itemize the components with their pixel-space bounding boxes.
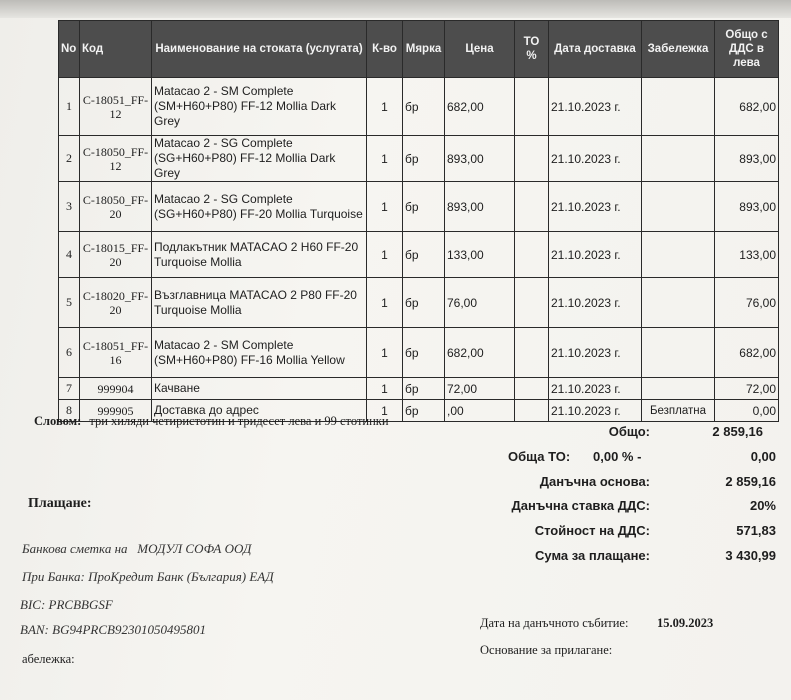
to-value: 0,00	[750, 449, 776, 464]
row-quantity: 1	[367, 400, 403, 422]
iban-label: BAN:	[20, 622, 49, 637]
bank-account-owner: МОДУЛ СОФА ООД	[137, 541, 252, 556]
header-date: Дата доставка	[549, 21, 642, 78]
row-item-name: Доставка до адрес	[152, 400, 367, 422]
table-header-row	[59, 21, 779, 78]
basis-label: Основание за прилагане:	[480, 643, 613, 657]
row-code: 999904	[80, 378, 152, 400]
vat-amount-label: Стойност на ДДС:	[534, 523, 650, 538]
row-price: 76,00	[445, 278, 515, 328]
row-price: 893,00	[445, 136, 515, 182]
table-row	[59, 278, 779, 328]
row-discount	[515, 378, 549, 400]
row-quantity: 1	[367, 232, 403, 278]
row-number: 7	[59, 378, 80, 400]
row-note	[642, 328, 715, 378]
header-qty: К-во	[367, 21, 403, 78]
tax-event-label: Дата на данъчното събитие:	[480, 616, 629, 630]
row-quantity: 1	[367, 378, 403, 400]
bank-account-line	[22, 541, 251, 557]
row-delivery-date: 21.10.2023 г.	[549, 78, 642, 136]
header-no: No	[59, 21, 80, 78]
row-quantity: 1	[367, 182, 403, 232]
table-row	[59, 232, 779, 278]
row-delivery-date: 21.10.2023 г.	[549, 232, 642, 278]
header-unit: Мярка	[403, 21, 445, 78]
row-total: 72,00	[715, 378, 779, 400]
row-quantity: 1	[367, 136, 403, 182]
row-note	[642, 78, 715, 136]
bank-name-line	[22, 569, 274, 585]
row-item-name: Matacao 2 - SG Complete (SG+H60+P80) FF-20 Mollia Turquoise	[152, 182, 367, 232]
row-delivery-date: 21.10.2023 г.	[549, 278, 642, 328]
row-discount	[515, 182, 549, 232]
row-number: 8	[59, 400, 80, 422]
row-item-name: Matacao 2 - SG Complete (SG+H60+P80) FF-12 Mollia Dark Grey	[152, 136, 367, 182]
row-quantity: 1	[367, 278, 403, 328]
header-code: Код	[80, 21, 152, 78]
row-note	[642, 278, 715, 328]
row-unit: бр	[403, 136, 445, 182]
row-total: 682,00	[715, 78, 779, 136]
row-unit: бр	[403, 378, 445, 400]
header-name: Наименование на стоката (услугата)	[152, 21, 367, 78]
bic-value: PRCBBGSF	[48, 597, 113, 612]
row-number: 1	[59, 78, 80, 136]
vat-rate-value: 20%	[749, 498, 776, 513]
row-price: 682,00	[445, 328, 515, 378]
row-delivery-date: 21.10.2023 г.	[549, 182, 642, 232]
bank-label: При Банка:	[22, 569, 85, 584]
total-value: 2 859,16	[712, 424, 763, 439]
row-price: 682,00	[445, 78, 515, 136]
vat-rate-label: Данъчна ставка ДДС:	[511, 498, 650, 513]
tax-event-date: 15.09.2023	[657, 616, 714, 630]
payment-title: Плащане:	[28, 496, 92, 511]
iban-line	[20, 622, 206, 638]
bank-account-label: Банкова сметка на	[22, 541, 128, 556]
row-quantity: 1	[367, 328, 403, 378]
total-label: Общо:	[608, 424, 650, 439]
row-code: C-18050_FF-20	[80, 182, 152, 232]
note-label: абележка:	[22, 652, 75, 666]
row-discount	[515, 136, 549, 182]
row-unit: бр	[403, 182, 445, 232]
row-total: 893,00	[715, 182, 779, 232]
row-code: C-18020_FF-20	[80, 278, 152, 328]
iban-value: BG94PRCB92301050495801	[52, 622, 206, 637]
row-code: C-18015_FF-20	[80, 232, 152, 278]
row-item-name: Matacao 2 - SM Complete (SM+H60+P80) FF-16 Mollia Yellow	[152, 328, 367, 378]
table-row	[59, 328, 779, 378]
bic-label: BIC:	[20, 597, 46, 612]
row-code: C-18051_FF-16	[80, 328, 152, 378]
amount-due-value: 3 430,99	[725, 548, 776, 563]
row-total: 0,00	[715, 400, 779, 422]
to-percent: 0,00 % -	[593, 449, 642, 464]
bank-name: ПроКредит Банк (България) ЕАД	[88, 569, 274, 584]
row-discount	[515, 328, 549, 378]
row-discount	[515, 78, 549, 136]
row-total: 133,00	[715, 232, 779, 278]
row-unit: бр	[403, 328, 445, 378]
row-unit: бр	[403, 78, 445, 136]
row-unit: бр	[403, 400, 445, 422]
vat-amount-value: 571,83	[736, 523, 776, 538]
tax-base-label: Данъчна основа:	[539, 474, 650, 489]
header-note: Забележка	[642, 21, 715, 78]
row-delivery-date: 21.10.2023 г.	[549, 136, 642, 182]
row-code: C-18051_FF-12	[80, 78, 152, 136]
table-row	[59, 378, 779, 400]
row-discount	[515, 400, 549, 422]
to-label: Обща ТО:	[508, 449, 571, 464]
row-number: 4	[59, 232, 80, 278]
row-price: 893,00	[445, 182, 515, 232]
row-item-name: Качване	[152, 378, 367, 400]
invoice-items-table	[58, 20, 779, 422]
row-number: 2	[59, 136, 80, 182]
row-item-name: Подлакътник MATACAO 2 H60 FF-20 Turquoise Mollia	[152, 232, 367, 278]
row-delivery-date: 21.10.2023 г.	[549, 328, 642, 378]
row-note	[642, 232, 715, 278]
amount-in-words	[34, 414, 389, 429]
row-number: 5	[59, 278, 80, 328]
row-discount	[515, 278, 549, 328]
row-code: C-18050_FF-12	[80, 136, 152, 182]
tax-base-value: 2 859,16	[725, 474, 776, 489]
page-top-shadow	[0, 0, 791, 18]
header-total: Общо с ДДС в лева	[715, 21, 779, 78]
header-price: Цена	[445, 21, 515, 78]
row-item-name: Възглавница MATACAO 2 P80 FF-20 Turquoise Mollia	[152, 278, 367, 328]
table-row	[59, 78, 779, 136]
row-total: 893,00	[715, 136, 779, 182]
row-total: 76,00	[715, 278, 779, 328]
row-price: 72,00	[445, 378, 515, 400]
words-label: Словом:	[34, 414, 82, 428]
row-unit: бр	[403, 278, 445, 328]
bic-line	[20, 597, 113, 613]
words-text: три хиляди четиристотин и тридесет лева и 99 стотинки	[89, 414, 389, 428]
row-number: 6	[59, 328, 80, 378]
row-unit: бр	[403, 232, 445, 278]
row-note	[642, 136, 715, 182]
table-row	[59, 136, 779, 182]
row-delivery-date: 21.10.2023 г.	[549, 400, 642, 422]
row-discount	[515, 232, 549, 278]
row-note	[642, 378, 715, 400]
row-number: 3	[59, 182, 80, 232]
row-code: 999905	[80, 400, 152, 422]
row-price: ,00	[445, 400, 515, 422]
table-row	[59, 182, 779, 232]
row-delivery-date: 21.10.2023 г.	[549, 378, 642, 400]
row-note	[642, 182, 715, 232]
row-quantity: 1	[367, 78, 403, 136]
row-item-name: Matacao 2 - SM Complete (SM+H60+P80) FF-12 Mollia Dark Grey	[152, 78, 367, 136]
row-total: 682,00	[715, 328, 779, 378]
header-to: ТО %	[515, 21, 549, 78]
row-price: 133,00	[445, 232, 515, 278]
amount-due-label: Сума за плащане:	[535, 548, 650, 563]
row-note: Безплатна	[642, 400, 715, 422]
